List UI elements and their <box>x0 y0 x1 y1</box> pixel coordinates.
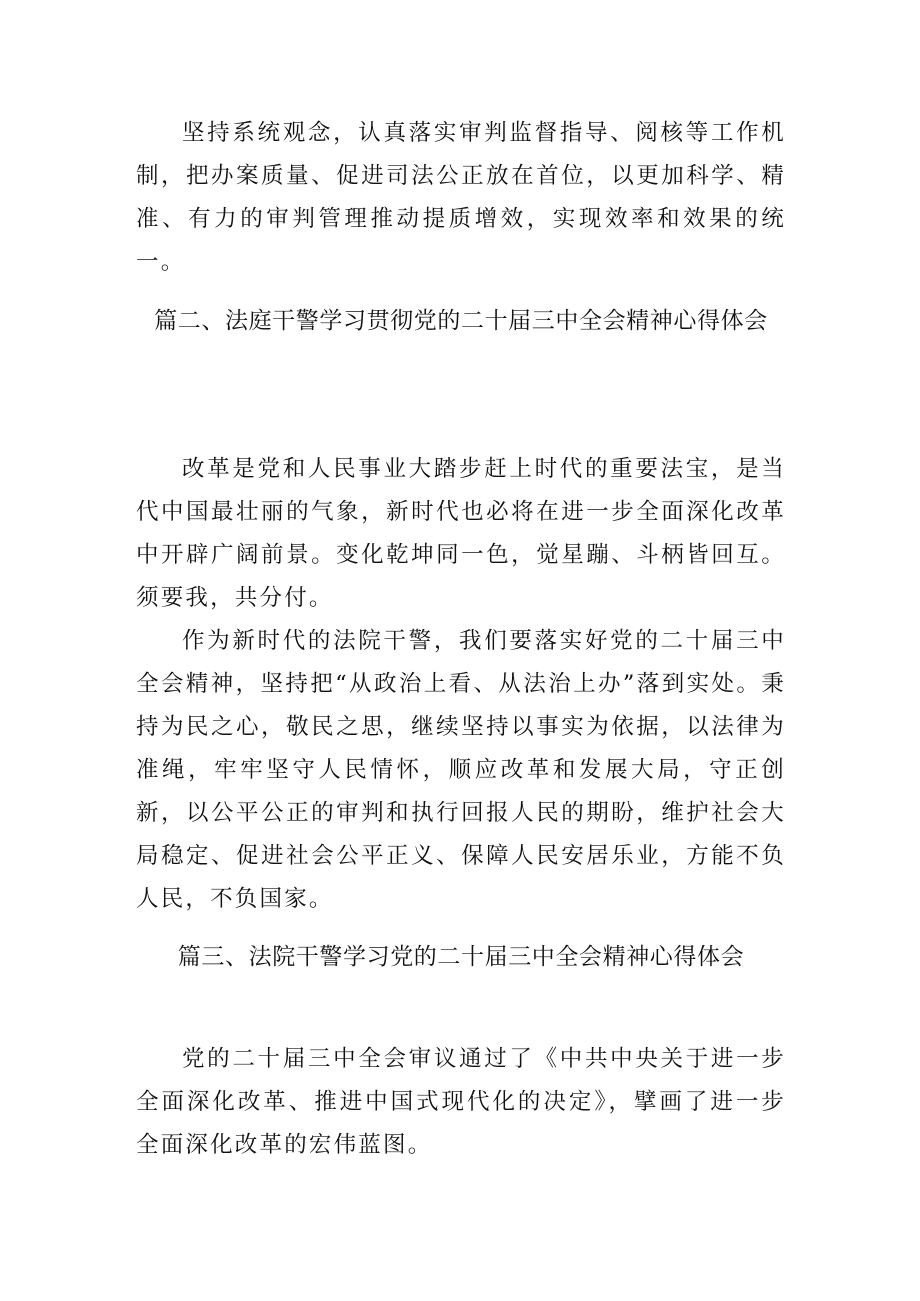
paragraph-plenum-decision: 党的二十届三中全会审议通过了《中共中央关于进一步全面深化改革、推进中国式现代化的决定》，擘画了进一步全面深化改革的宏伟蓝图。 <box>136 1046 786 1158</box>
section-heading-2: 篇二、法庭干警学习贯彻党的二十届三中全会精神心得体会 <box>154 308 768 334</box>
paragraph-reform-significance: 改革是党和人民事业大踏步赶上时代的重要法宝，是当代中国最壮丽的气象，新时代也必将在进一步全面深化改革中开辟广阔前景。变化乾坤同一色，觉星蹦、斗柄皆回互。须要我，共分付。 <box>136 456 786 611</box>
paragraph-work-mechanism: 坚持系统观念，认真落实审判监督指导、阅核等工作机制，把办案质量、促进司法公正放在首位，以更加科学、精准、有力的审判管理推动提质增效，实现效率和效果的统一。 <box>136 120 786 275</box>
paragraph-court-police-duty: 作为新时代的法院干警，我们要落实好党的二十届三中全会精神，坚持把“从政治上看、从法治上办”落到实处。秉持为民之心，敬民之思，继续坚持以事实为依据，以法律为准绳，牢牢坚守人民情怀，顺应改革和发展大局，守正创新，以公平公正的审判和执行回报人民的期盼，维护社会大局稳定、促进社会公平正义、保障人民安居乐业，方能不负人民，不负国家。 <box>136 628 786 912</box>
section-heading-3: 篇三、法院干警学习党的二十届三中全会精神心得体会 <box>177 944 745 970</box>
